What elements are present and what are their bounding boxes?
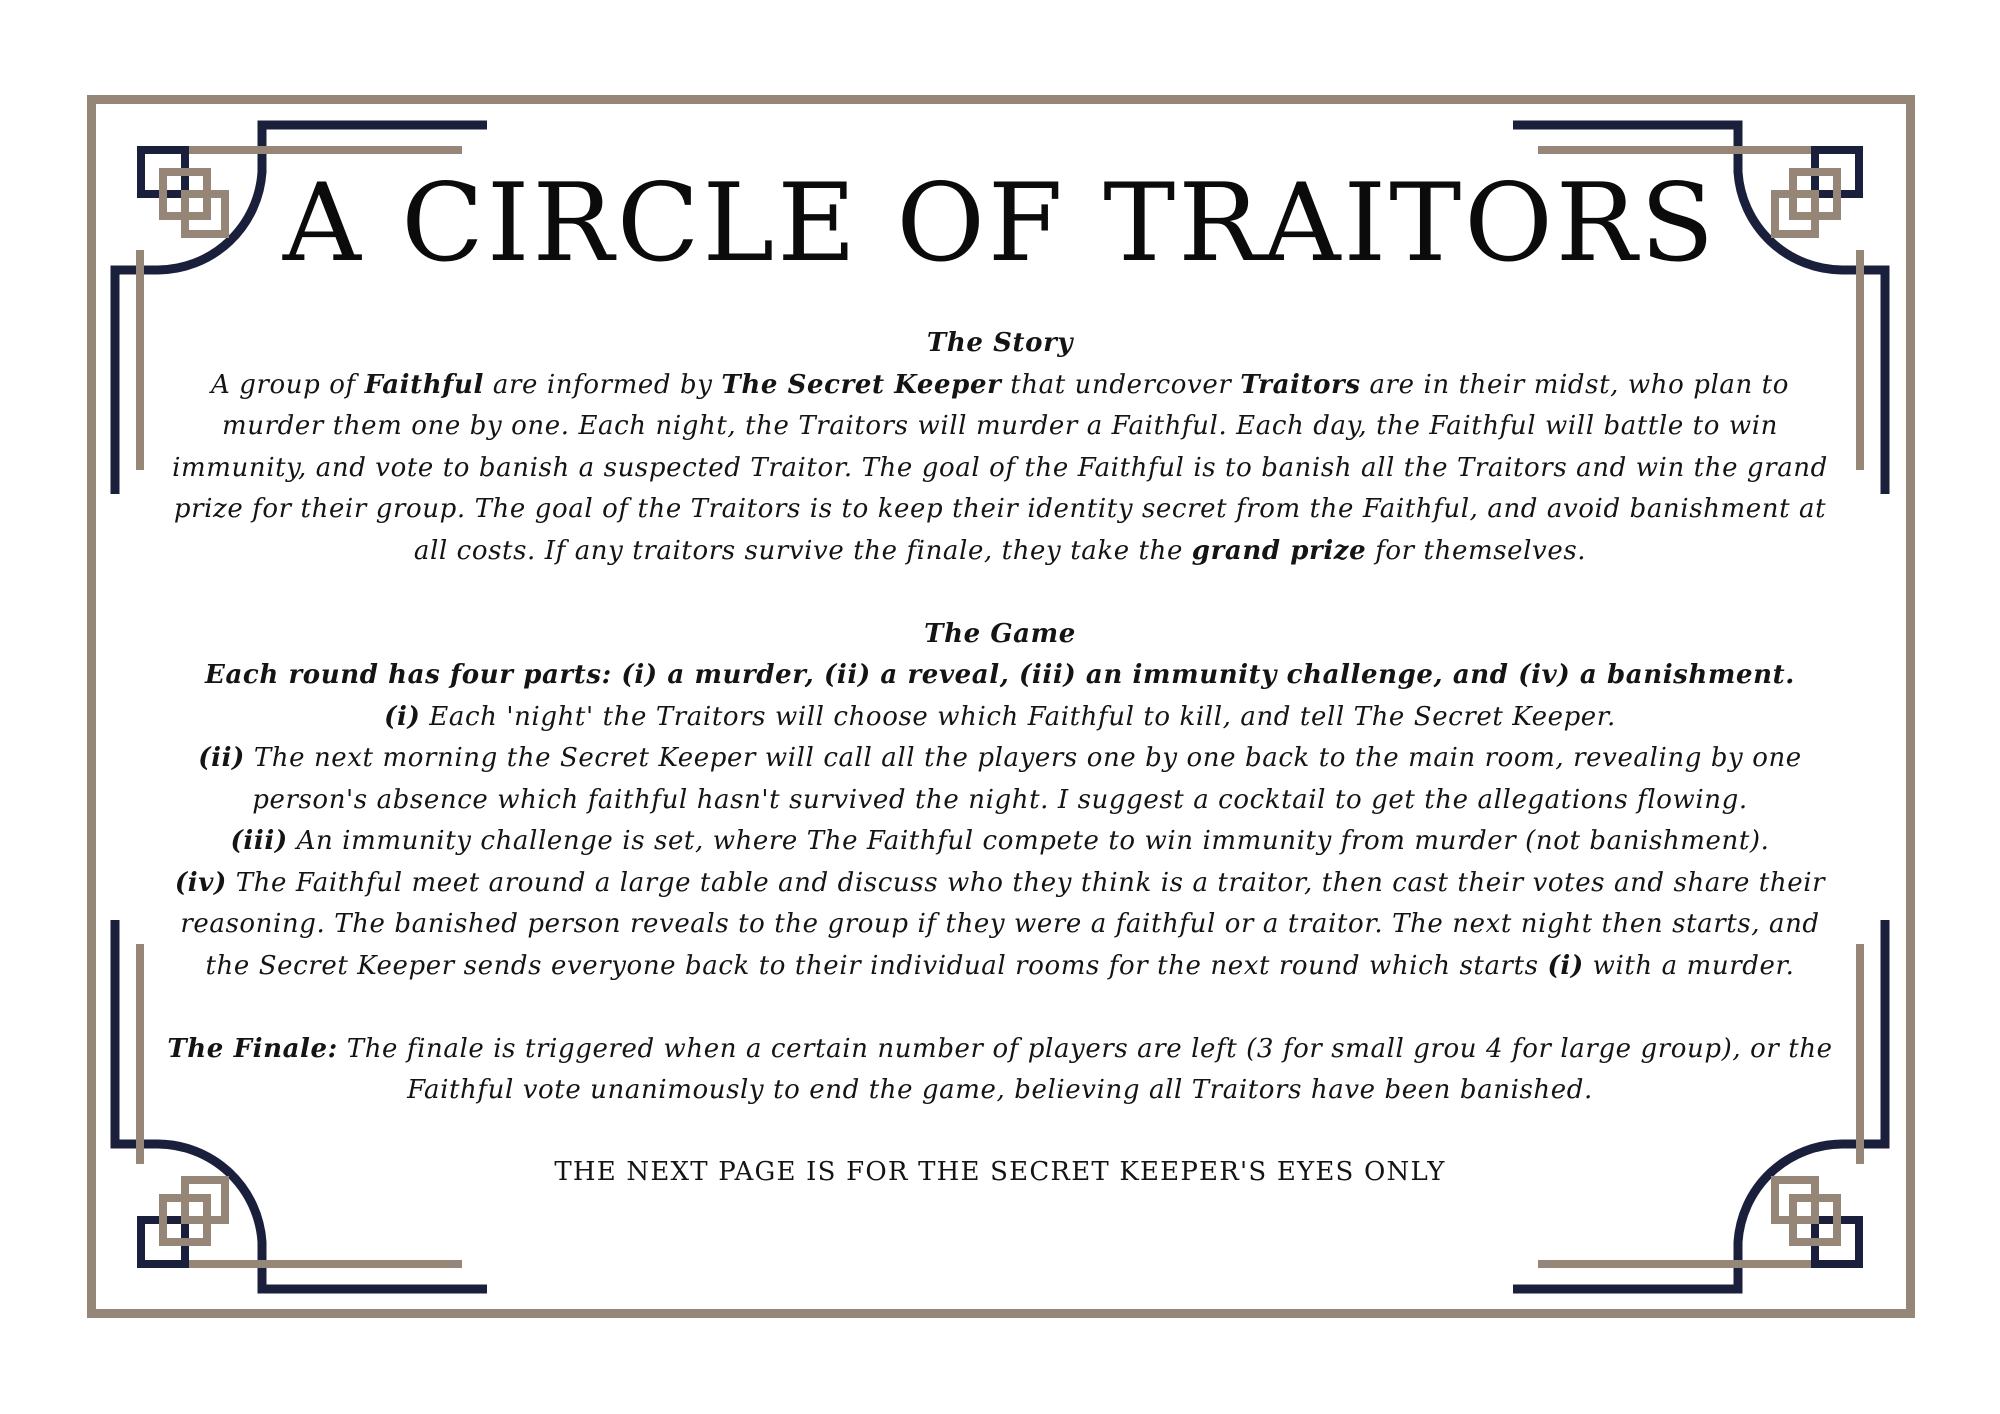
step-label: (iv)	[174, 867, 227, 898]
step-label: (i)	[384, 701, 421, 732]
story-text: for themselves.	[1366, 535, 1587, 566]
game-step-i	[165, 697, 1835, 739]
grand-prize-term: grand prize	[1191, 535, 1367, 566]
game-step-ii	[165, 738, 1835, 821]
spacer	[165, 987, 1835, 1029]
step-text: An immunity challenge is set, where The Faithful compete to win immunity from murder (not banishment).	[287, 826, 1770, 856]
step-label: (iii)	[230, 826, 288, 856]
game-heading: The Game	[924, 618, 1076, 649]
finale-text: The finale is triggered when a certain number of players are left (3 for small grou 4 for large group), or the Faithful vote unanimously to end the game, believing all Traitors have been banished.	[337, 1033, 1833, 1105]
game-summary: Each round has four parts: (i) a murder, (ii) a reveal, (iii) an immunity challenge, and (iv) a banishment.	[205, 660, 1795, 690]
story-paragraph	[165, 365, 1835, 573]
step-reference: (i)	[1547, 950, 1584, 981]
traitors-term: Traitors	[1240, 369, 1361, 400]
step-text: The next morning the Secret Keeper will call all the players one by one back to the main room, revealing by one person's absence which faithful hasn't survived the night. I suggest a cocktail to get the allegations flowing.	[244, 743, 1802, 815]
rules-content	[165, 323, 1835, 1193]
page-title: A CIRCLE OF TRAITORS	[282, 161, 1718, 286]
spacer	[165, 572, 1835, 614]
step-text: Each 'night' the Traitors will choose which Faithful to kill, and tell The Secret Keeper.	[420, 701, 1616, 732]
faithful-term: Faithful	[364, 369, 485, 400]
story-text: A group of	[211, 369, 365, 400]
step-text: with a murder.	[1583, 950, 1795, 981]
finale-label: The Finale:	[167, 1033, 338, 1064]
story-text: that undercover	[1001, 369, 1241, 400]
step-label: (ii)	[198, 743, 245, 773]
story-text: are informed by	[484, 369, 722, 400]
spacer	[165, 1112, 1835, 1152]
secret-keeper-term: The Secret Keeper	[721, 369, 1002, 400]
footer-note: THE NEXT PAGE IS FOR THE SECRET KEEPER'S EYES ONLY	[554, 1156, 1446, 1187]
story-text: are in their midst, who plan to murder them one by one. Each night, the Traitors will murder a Faithful. Each day, the Faithful will battle to win immunity, and vote to banish a suspected Traitor. The goal of the Faithful is to banish all the Traitors and win the grand prize for their group. The goal of the Traitors is to keep their identity secret from the Faithful, and avoid banishment at all costs. If any traitors survive the finale, they take the	[172, 369, 1828, 566]
step-text: The Faithful meet around a large table and discuss who they think is a traitor, then cast their votes and share their reasoning. The banished person reveals to the group if they were a faithful or a traitor. The next night then starts, and the Secret Keeper sends everyone back to their individual rooms for the next round which starts	[180, 867, 1826, 981]
story-heading: The Story	[926, 328, 1074, 358]
game-step-iii	[165, 821, 1835, 863]
finale-paragraph	[165, 1029, 1835, 1112]
game-step-iv	[165, 863, 1835, 988]
